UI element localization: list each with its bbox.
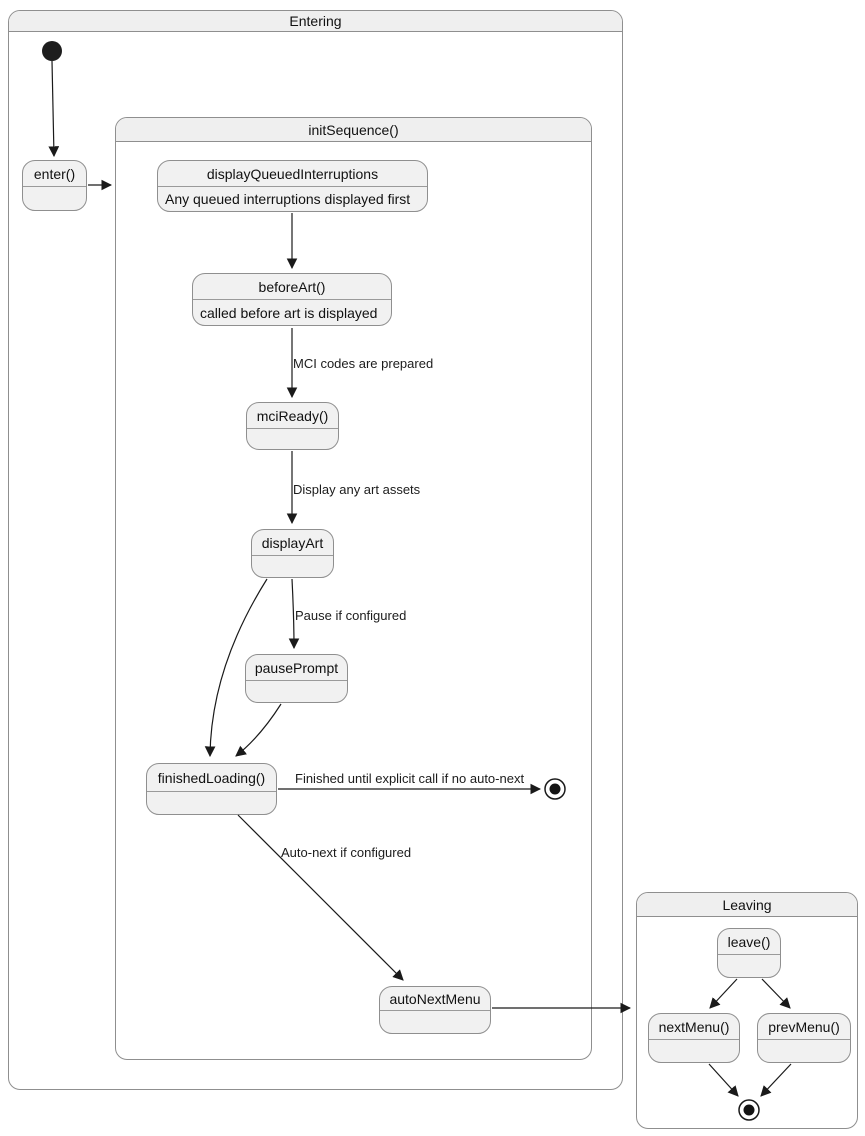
state-mci-ready-body	[247, 429, 338, 449]
state-display-queued-interruptions	[157, 160, 428, 212]
state-display-art	[251, 529, 334, 578]
state-auto-next-menu-label: autoNextMenu	[380, 987, 490, 1011]
state-prev-menu-body	[758, 1040, 850, 1062]
state-display-queued-interruptions-description: Any queued interruptions displayed first	[165, 191, 411, 207]
state-enter-body	[23, 187, 86, 210]
state-before-art-label: beforeArt()	[193, 274, 391, 300]
state-display-queued-interruptions-label: displayQueuedInterruptions	[158, 161, 427, 187]
state-next-menu-label: nextMenu()	[649, 1014, 739, 1040]
state-enter	[22, 160, 87, 211]
state-pause-prompt-label: pausePrompt	[246, 655, 347, 681]
state-pause-prompt	[245, 654, 348, 703]
container-entering-title	[9, 11, 622, 32]
state-leave	[717, 928, 781, 978]
state-prev-menu	[757, 1013, 851, 1063]
state-before-art	[192, 273, 392, 326]
state-auto-next-menu-body	[380, 1011, 490, 1033]
state-finished-loading	[146, 763, 277, 815]
state-leave-body	[718, 955, 780, 977]
state-next-menu	[648, 1013, 740, 1063]
container-entering-title-text: Entering	[289, 13, 342, 29]
state-mci-ready	[246, 402, 339, 450]
container-leaving-title	[637, 893, 857, 917]
transition-label-auto-next: Auto-next if configured	[281, 845, 412, 860]
state-finished-loading-label: finishedLoading()	[147, 764, 276, 792]
container-init-sequence	[115, 117, 592, 1060]
container-init-sequence-title	[116, 118, 591, 142]
state-enter-label: enter()	[23, 161, 86, 187]
state-next-menu-body	[649, 1040, 739, 1062]
transition-label-finished-until: Finished until explicit call if no auto-next	[295, 771, 525, 786]
state-leave-label: leave()	[718, 929, 780, 955]
state-auto-next-menu	[379, 986, 491, 1034]
state-prev-menu-label: prevMenu()	[758, 1014, 850, 1040]
container-leaving-title-text: Leaving	[722, 896, 772, 913]
state-finished-loading-body	[147, 792, 276, 814]
state-display-art-body	[252, 556, 333, 577]
state-mci-ready-label: mciReady()	[247, 403, 338, 429]
container-init-sequence-title-text: initSequence()	[308, 121, 399, 138]
state-display-art-label: displayArt	[252, 530, 333, 556]
state-pause-prompt-body	[246, 681, 347, 702]
state-before-art-description: called before art is displayed	[200, 304, 378, 321]
transition-label-display-art-assets: Display any art assets	[293, 482, 421, 497]
transition-label-mci-codes: MCI codes are prepared	[293, 356, 434, 371]
transition-label-pause-if-configured: Pause if configured	[295, 608, 407, 623]
